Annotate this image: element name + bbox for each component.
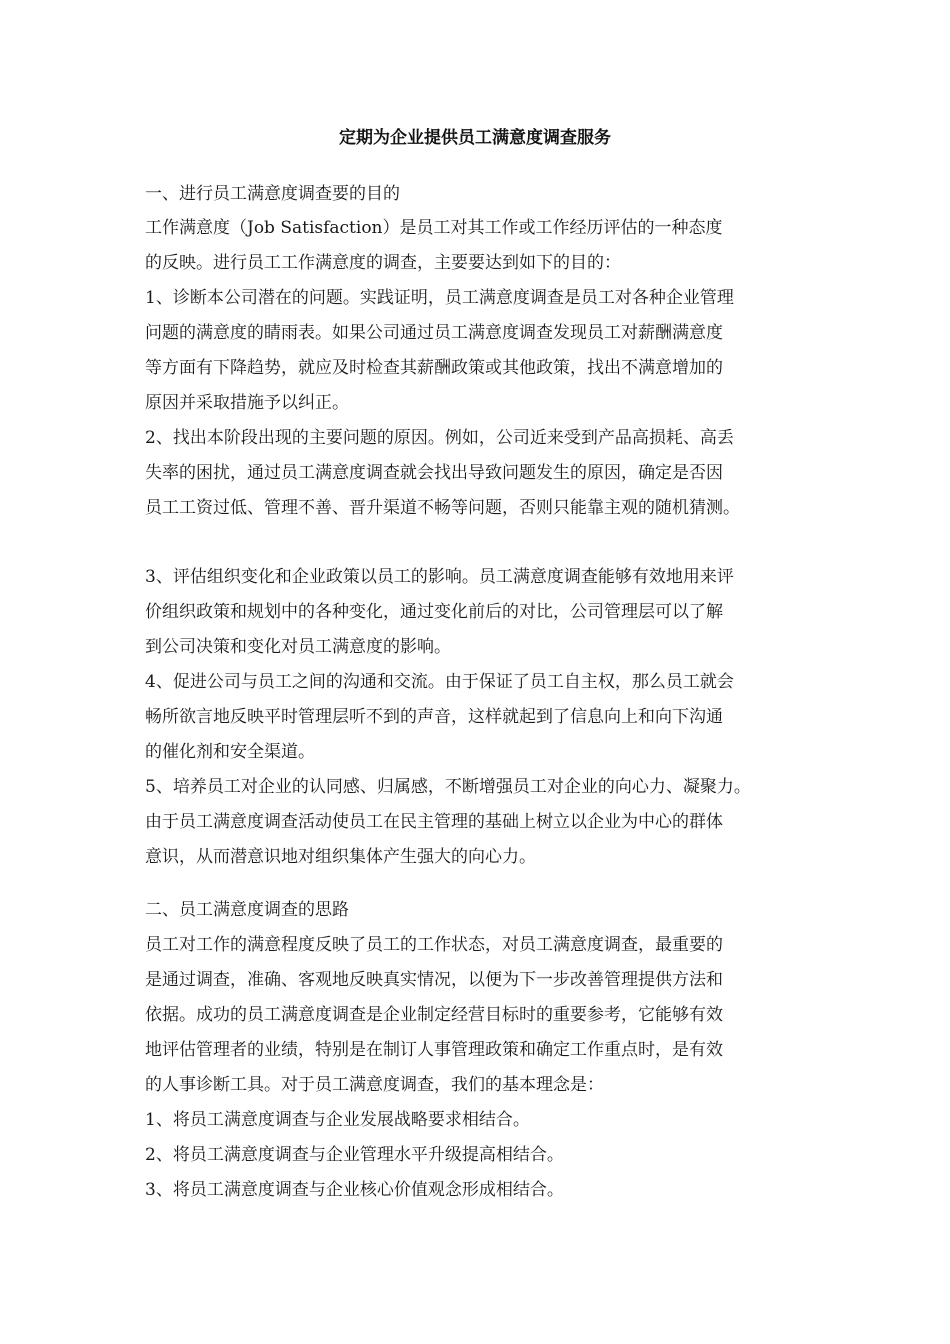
- paragraph-line: 原因并采取措施予以纠正。: [145, 393, 349, 413]
- section-heading-1: 一、进行员工满意度调查要的目的: [145, 184, 400, 204]
- paragraph-line: 3、评估组织变化和企业政策以员工的影响。员工满意度调查能够有效地用来评: [145, 567, 734, 587]
- paragraph-line: 1、诊断本公司潜在的问题。实践证明，员工满意度调查是员工对各种企业管理: [145, 288, 734, 308]
- paragraph-line: 意识，从而潜意识地对组织集体产生强大的向心力。: [145, 847, 536, 867]
- paragraph-line: 到公司决策和变化对员工满意度的影响。: [145, 637, 451, 657]
- paragraph-line: 2、找出本阶段出现的主要问题的原因。例如，公司近来受到产品高损耗、高丢: [145, 428, 734, 448]
- paragraph-line: 依据。成功的员工满意度调查是企业制定经营目标时的重要参考，它能够有效: [145, 1005, 723, 1025]
- paragraph-line: 畅所欲言地反映平时管理层听不到的声音，这样就起到了信息向上和向下沟通: [145, 707, 723, 727]
- paragraph-line: 是通过调查，准确、客观地反映真实情况，以便为下一步改善管理提供方法和: [145, 970, 723, 990]
- paragraph-line: 由于员工满意度调查活动使员工在民主管理的基础上树立以企业为中心的群体: [145, 812, 723, 832]
- paragraph-line: 员工工资过低、管理不善、晋升渠道不畅等问题，否则只能靠主观的随机猜测。: [145, 498, 740, 518]
- list-item: 1、将员工满意度调查与企业发展战略要求相结合。: [145, 1110, 530, 1130]
- paragraph-line: 地评估管理者的业绩，特别是在制订人事管理政策和确定工作重点时，是有效: [145, 1040, 723, 1060]
- list-item: 2、将员工满意度调查与企业管理水平升级提高相结合。: [145, 1145, 564, 1165]
- paragraph-line: 4、促进公司与员工之间的沟通和交流。由于保证了员工自主权，那么员工就会: [145, 672, 734, 692]
- paragraph-line: 员工对工作的满意程度反映了员工的工作状态，对员工满意度调查，最重要的: [145, 935, 723, 955]
- paragraph-line: 5、培养员工对企业的认同感、归属感，不断增强员工对企业的向心力、凝聚力。: [145, 777, 751, 797]
- paragraph-line: 工作满意度（Job Satisfaction）是员工对其工作或工作经历评估的一种态度: [145, 218, 723, 238]
- paragraph-line: 的反映。进行员工工作满意度的调查，主要要达到如下的目的：: [145, 253, 621, 273]
- paragraph-line: 失率的困扰，通过员工满意度调查就会找出导致问题发生的原因，确定是否因: [145, 463, 723, 483]
- paragraph-line: 的催化剂和安全渠道。: [145, 742, 315, 762]
- paragraph-line: 问题的满意度的睛雨表。如果公司通过员工满意度调查发现员工对薪酬满意度: [145, 323, 723, 343]
- paragraph-line: 等方面有下降趋势，就应及时检查其薪酬政策或其他政策，找出不满意增加的: [145, 358, 723, 378]
- paragraph-line: 价组织政策和规划中的各种变化，通过变化前后的对比，公司管理层可以了解: [145, 602, 723, 622]
- list-item: 3、将员工满意度调查与企业核心价值观念形成相结合。: [145, 1180, 564, 1200]
- section-heading-2: 二、员工满意度调查的思路: [145, 900, 349, 920]
- document-title: 定期为企业提供员工满意度调查服务: [339, 128, 611, 148]
- paragraph-line: 的人事诊断工具。对于员工满意度调查，我们的基本理念是：: [145, 1075, 604, 1095]
